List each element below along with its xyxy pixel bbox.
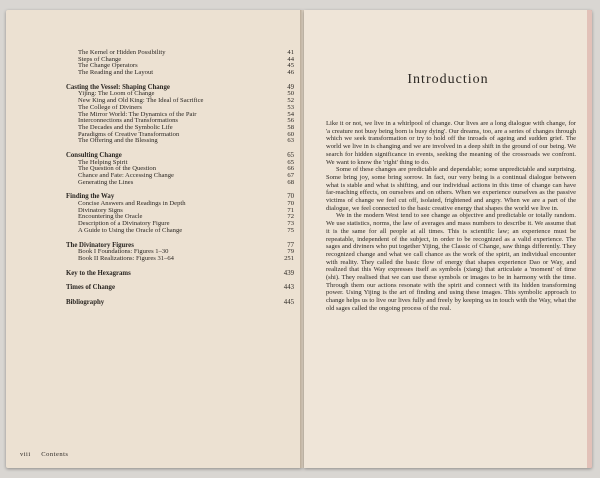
toc-label: The Reading and the Layout — [78, 69, 154, 77]
toc-label: Finding the Way — [66, 193, 115, 201]
toc-label: Times of Change — [66, 284, 115, 292]
toc-label: The Divinatory Figures — [66, 241, 134, 249]
toc-label: Description of a Divinatory Figure — [78, 220, 170, 228]
toc-section — [66, 285, 294, 292]
paragraph: We in the modern West tend to see change as objective and predictable or totally random. We use statistics, norms, the law of averages and mass numbers to describe it. We assume that it is the same for all people at all times. This is scientific law; an experience must be repeatable, independent of the subject, in order to be recognized as a valid experience. The sages and diviners who put together Yijing, the Classic of Change, saw things differently. They recognized change and what we call chance as the work of the spirit, an individual encounter with reality. They called the basic flow of energy that shapes experience Dao or Way, and realized that this Way expresses itself as symbols (xiang) that articulate a 'moment' of time (shi). They realised that we can use these symbols or images to be in harmony with the time. Through them our actions resonate with the spirit and connect with its hidden transforming power. Using Yijing is the art of finding and using these images. This symbolic approach to change helps us to live our lives fully and freely by keeping us in touch with the Way, what the old sages called the ongoing process of the real. — [326, 212, 576, 312]
toc-entry — [66, 138, 294, 145]
toc-label: Encountering the Oracle — [78, 213, 143, 221]
toc-page-number: 65 — [287, 151, 294, 159]
toc-label: Yijing: The Loom of Change — [78, 90, 155, 98]
toc-page-number: 63 — [287, 137, 294, 145]
toc-label: Interconnections and Transformations — [78, 117, 178, 125]
toc-label: The Offering and the Blessing — [78, 137, 158, 145]
toc-page-number: 70 — [287, 193, 294, 201]
toc-page-number: 70 — [287, 200, 294, 208]
toc-label: Divinatory Signs — [78, 206, 123, 214]
toc-section — [66, 300, 294, 307]
toc-page-number: 52 — [287, 97, 294, 105]
toc-entry — [66, 180, 294, 187]
toc-label: The Mirror World: The Dynamics of the Pair — [78, 110, 197, 118]
toc-entry — [66, 256, 294, 263]
left-page — [6, 10, 302, 468]
toc-page-number: 439 — [283, 269, 294, 277]
toc-page-number: 58 — [287, 123, 294, 131]
toc-page-number: 79 — [287, 248, 294, 256]
toc-entry — [66, 70, 294, 77]
toc-label: Steps of Change — [78, 55, 122, 63]
toc-page-number: 50 — [287, 90, 294, 98]
toc-label: Bibliography — [66, 298, 105, 306]
page-footer — [20, 451, 68, 458]
toc-label: Chance and Fate: Accessing Change — [78, 172, 174, 179]
toc-page-number: 71 — [287, 206, 294, 214]
toc-page-number: 60 — [287, 130, 294, 138]
toc-label: Generating the Lines — [78, 178, 134, 186]
toc-page-number: 44 — [287, 55, 294, 63]
toc-label: Book II Realizations: Figures 31–64 — [78, 254, 174, 262]
toc-label: The College of Diviners — [78, 103, 142, 111]
toc-page-number: 443 — [283, 284, 294, 292]
toc-page-number: 53 — [287, 103, 294, 111]
toc-page-number: 66 — [287, 165, 294, 173]
toc-section — [66, 271, 294, 278]
toc-page-number: 445 — [283, 298, 294, 306]
toc-page-number: 46 — [287, 69, 294, 77]
page-edge — [587, 10, 592, 468]
toc-page-number: 65 — [287, 158, 294, 166]
footer-page-number: viii — [20, 451, 31, 458]
toc-page-number: 73 — [287, 220, 294, 228]
toc-label: The Decades and the Symbolic Life — [78, 123, 173, 131]
toc-label: The Question of the Question — [78, 165, 157, 173]
right-page — [304, 10, 592, 468]
table-of-contents — [66, 50, 294, 307]
toc-label: Key to the Hexagrams — [66, 269, 131, 277]
toc-label: Concise Answers and Readings in Depth — [78, 200, 186, 208]
paragraph: Like it or not, we live in a whirlpool of change. Our lives are a long dialogue with change, for 'a creature not busy being born is busy dying'. Our dreams, too, are a series of changes through which we seek transformation or try to hold off the inroads of ageing and sudden grief. The world we live in is changing and we are involved in a deep shift in the ground of our being. We search for hidden significance in events, seeking the meaning of the crossroads we confront. We want to know the 'right' thing to do. — [326, 120, 576, 166]
toc-page-number: 49 — [287, 83, 294, 91]
toc-page-number: 54 — [287, 110, 294, 118]
toc-page-number: 56 — [287, 117, 294, 125]
toc-label: The Change Operators — [78, 62, 138, 70]
toc-label: The Helping Spirit — [78, 158, 128, 166]
toc-label: Paradigms of Creative Transformation — [78, 130, 180, 138]
toc-page-number: 75 — [287, 226, 294, 234]
toc-label: Book I Foundations: Figures 1–30 — [78, 248, 169, 256]
footer-running-head: Contents — [41, 451, 69, 458]
toc-page-number: 67 — [287, 172, 294, 179]
toc-label: Casting the Vessel: Shaping Change — [66, 83, 170, 91]
chapter-title: Introduction — [407, 72, 489, 87]
toc-label: New King and Old King: The Ideal of Sacrifice — [78, 97, 204, 105]
toc-page-number: 68 — [287, 178, 294, 186]
toc-entry — [66, 228, 294, 235]
toc-page-number: 41 — [287, 49, 294, 56]
toc-label: A Guide to Using the Oracle of Change — [78, 226, 183, 234]
toc-page-number: 45 — [287, 62, 294, 70]
toc-page-number: 251 — [284, 254, 294, 262]
toc-label: Consulting Change — [66, 151, 122, 159]
paragraph: Some of these changes are predictable and dependable; some unpredictable and surprising. Some bring joy, some bring sorrow. In fact, our very being is a continual dialogue between what is stable and what is shifting, and our individual actions in this time of change can have far-reaching effects, on ourselves and on others. When we experience ourselves as the passive victims of change we feel cut off, isolated, frightened and angry. When we are a part of the dialogue, we feel connected to the basic creative energy that shapes the world we live in. — [326, 166, 576, 212]
toc-page-number: 72 — [287, 213, 294, 221]
chapter-body — [326, 120, 576, 313]
toc-page-number: 77 — [287, 241, 294, 249]
toc-label: The Kernel or Hidden Possibility — [78, 49, 166, 56]
